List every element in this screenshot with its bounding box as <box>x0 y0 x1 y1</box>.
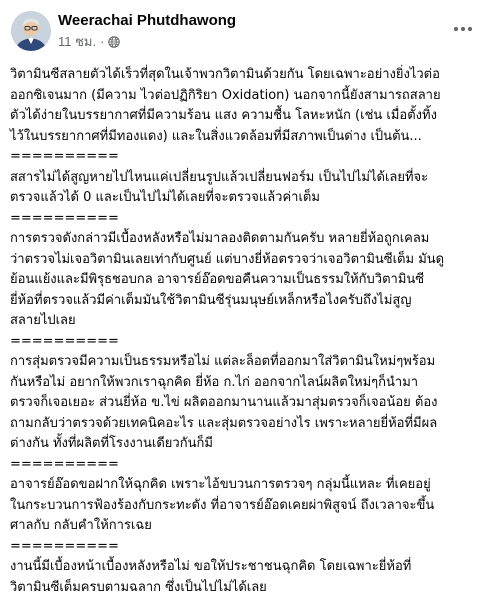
post-body <box>10 65 480 598</box>
post-timestamp[interactable]: 11 ชม. <box>58 34 97 49</box>
more-options-icon <box>453 26 473 32</box>
post-meta <box>58 34 120 50</box>
post-paragraph-testing: การตรวจดังกล่าวมีเบื้องหลังหรือไม่มาลองติดตามกันครับ หลายยี่ห้อถูกเคลม ว่าตรวจไม่เจอวิตามินเลยเท่ากับศูนย์ แต่บางยี่ห้อตรวจว่าเจอวิตามินซีเต็ม มันดู ย้อนแย้งและมีพิรุธชอบกล อาจารย์อ๊อดขอคืนความเป็นธรรมให้กับวิตามินซี ยี่ห้อที่ตรวจแล้วมีค่าเต็มมันใช้วิตามินซีรุ่นมนุษย์เหล็กหรือไงครับถึงไม่สูญ สลายไปเลย <box>10 231 445 328</box>
meta-separator: · <box>100 34 105 49</box>
section-divider: ========== <box>10 210 119 226</box>
section-divider: ========== <box>10 149 119 164</box>
post-paragraph-sampling: การสุ่มตรวจมีความเป็นธรรมหรือไม่ แต่ละล็อตที่ออกมาใส่วิตามินใหม่ๆพร้อม กันหรือไม่ อยากให้พวกเราฉุกคิด ยี่ห้อ ก.ไก่ ออกจากไลน์ผลิตใหม่ๆก็นำมา ตรวจก็เจอเยอะ ส่วนยี่ห้อ ข.ไข่ ผลิตออกมานานแล้วมาสุ่มตรวจก็เจอน้อย ต้อง ถามกลับว่าตรวจด้วยเทคนิคอะไร และสุ่มตรวจอย่างไร เพราะหลายยี่ห้อที่มีผล ต่างกัน ทั้งที่ผลิตที่โรงงานเดียวกันก็มี <box>10 354 438 451</box>
section-divider: ========== <box>10 538 119 554</box>
post-paragraph-matter: สสารไม่ได้สูญหายไปไหนแค่เปลี่ยนรูปแล้วเปลี่ยนฟอร์ม เป็นไปไม่ได้เลยที่จะ ตรวจแล้วได้ 0 และเป็นไปไม่ได้เลยที่จะตรวจแล้วค่าเต็ม <box>10 169 429 205</box>
globe-icon[interactable] <box>108 36 120 48</box>
author-name[interactable]: Weerachai Phutdhawong <box>58 12 237 29</box>
post-paragraph-conclusion: งานนี้มีเบื้องหน้าเบื้องหลังหรือไม่ ขอให้ประชาชนฉุกคิด โดยเฉพาะยี่ห้อที่ วิตามินซีเต็มครบตามฉลาก ซึ่งเป็นไปไม่ได้เลย <box>10 559 412 595</box>
post-paragraph-warning: อาจารย์อ๊อดขอฝากให้ฉุกคิด เพราะไอ้ขบวนการตรวจๆ กลุ่มนี้แหละ ที่เคยอยู่ ในกระบวนการฟ้องร้องกับกระทะดัง ที่อาจารย์อ๊อดเคยผ่าพิสูจน์ ถึงเวลาจะขึ้น ศาลกับ กลับคำให้การเฉย <box>10 477 435 533</box>
post-paragraph-intro: วิตามินซีสลายตัวได้เร็วที่สุดในเจ้าพวกวิตามินด้วยกัน โดยเฉพาะอย่างยิ่งไวต่อ ออกซิเจนมาก (มีความ ไวต่อปฏิกิริยา Oxidation) นอกจากนี้ยังสามารถสลาย ตัวได้ง่ายในบรรยากาศที่มีความร้อน แสง ความชื้น โลหะหนัก (เช่น เมื่อตั้งทิ้ง ไว้ในบรรยากาศที่มีทองแดง) และในสิ่งแวดล้อมที่มีสภาพเป็นด่าง เป็นต้น... <box>10 67 441 144</box>
post-header <box>0 0 489 62</box>
more-options-button[interactable] <box>447 17 479 41</box>
section-divider: ========== <box>10 456 119 472</box>
avatar-image <box>11 11 51 51</box>
avatar[interactable] <box>11 11 51 51</box>
section-divider: ========== <box>10 333 119 349</box>
